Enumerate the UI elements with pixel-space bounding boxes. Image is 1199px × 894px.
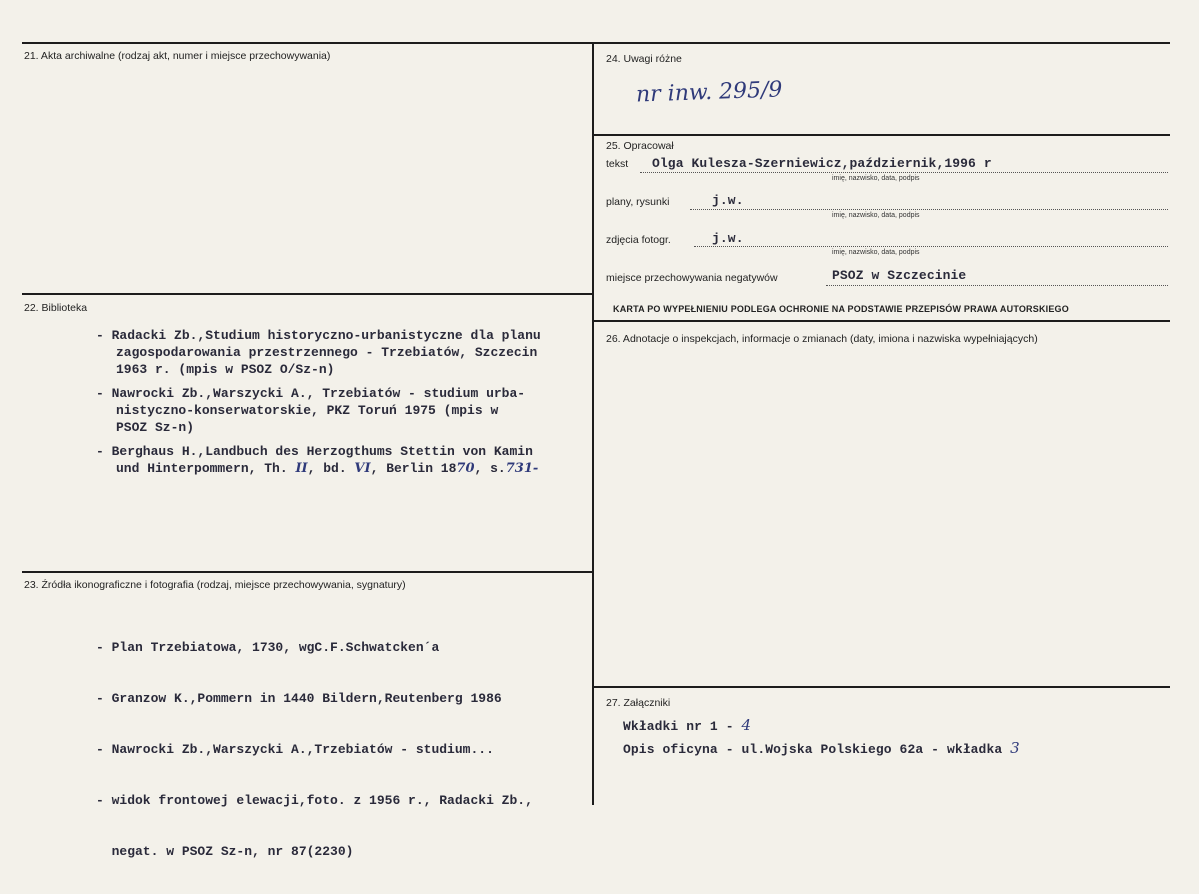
rule-24-25 bbox=[593, 134, 1170, 136]
bib-line: 1963 r. (mpis w PSOZ O/Sz-n) bbox=[116, 362, 335, 377]
tekst-label: tekst bbox=[606, 158, 629, 170]
plany-hint: imię, nazwisko, data, podpis bbox=[832, 212, 920, 219]
tekst-value: Olga Kulesza-Szerniewicz,październik,1996 r bbox=[652, 156, 992, 171]
section-22-label: 22. Biblioteka bbox=[24, 302, 88, 314]
top-rule bbox=[22, 42, 1170, 44]
zdjecia-dotted-line bbox=[694, 246, 1168, 247]
attachments-line-2 bbox=[623, 739, 1020, 757]
plany-value: j.w. bbox=[712, 193, 744, 208]
iconography-list bbox=[96, 605, 533, 894]
attachments-line-1 bbox=[623, 716, 751, 734]
icon-line: negat. w PSOZ Sz-n, nr 87(2230) bbox=[96, 844, 354, 859]
center-divider bbox=[592, 42, 594, 805]
handwritten-page: 731- bbox=[505, 461, 539, 476]
icon-line: - Plan Trzebiatowa, 1730, wgC.F.Schwatcken´a bbox=[96, 640, 440, 655]
negatives-value: PSOZ w Szczecinie bbox=[832, 268, 967, 283]
section-25-label: 25. Opracował bbox=[606, 140, 674, 152]
bib-entry bbox=[96, 443, 541, 477]
bib-text: , s. bbox=[474, 461, 506, 476]
handwritten-th: II bbox=[295, 461, 308, 476]
handwritten-bd: VI bbox=[354, 461, 371, 476]
icon-line: - widok frontowej elewacji,foto. z 1956 r., Radacki Zb., bbox=[96, 793, 533, 808]
attachments-text: Opis oficyna - ul.Wojska Polskiego 62a - wkładka bbox=[623, 742, 1011, 757]
bib-entry bbox=[96, 385, 541, 436]
handwritten-year: 70 bbox=[456, 461, 475, 476]
handwritten-inventory-number: nr inw. 295/9 bbox=[635, 77, 783, 108]
section-21-label: 21. Akta archiwalne (rodzaj akt, numer i miejsce przechowywania) bbox=[24, 50, 331, 62]
handwritten-attachment-count: 4 bbox=[741, 716, 752, 734]
section-23-label: 23. Źródła ikonograficzne i fotografia (rodzaj, miejsce przechowywania, sygnatury) bbox=[24, 579, 406, 591]
zdjecia-value: j.w. bbox=[712, 231, 744, 246]
bibliography-list bbox=[96, 327, 541, 477]
section-24-label: 24. Uwagi różne bbox=[606, 53, 682, 65]
bib-entry bbox=[96, 327, 541, 378]
zdjecia-label: zdjęcia fotogr. bbox=[606, 234, 671, 246]
rule-21-22 bbox=[22, 293, 593, 295]
attachments-text: Wkładki nr 1 - bbox=[623, 719, 742, 734]
handwritten-insert-number: 3 bbox=[1010, 739, 1020, 757]
icon-line: - Granzow K.,Pommern in 1440 Bildern,Reutenberg 1986 bbox=[96, 691, 502, 706]
bib-line: - Berghaus H.,Landbuch des Herzogthums Stettin von Kamin bbox=[96, 444, 533, 459]
bib-text: , Berlin 18 bbox=[370, 461, 457, 476]
tekst-hint: imię, nazwisko, data, podpis bbox=[832, 175, 920, 182]
rule-22-23 bbox=[22, 571, 593, 573]
bib-text: und Hinterpommern, Th. bbox=[116, 461, 296, 476]
bib-line: PSOZ Sz-n) bbox=[116, 420, 195, 435]
negatives-label: miejsce przechowywania negatywów bbox=[606, 272, 778, 284]
bib-line-mixed bbox=[96, 460, 541, 477]
bib-line: - Radacki Zb.,Studium historyczno-urbanistyczne dla planu bbox=[96, 328, 541, 343]
bib-line: nistyczno-konserwatorskie, PKZ Toruń 1975 (mpis w bbox=[116, 403, 499, 418]
copyright-notice: KARTA PO WYPEŁNIENIU PODLEGA OCHRONIE NA PODSTAWIE PRZEPISÓW PRAWA AUTORSKIEGO bbox=[613, 304, 1069, 314]
rule-26-27 bbox=[593, 686, 1170, 688]
icon-line: - Nawrocki Zb.,Warszycki A.,Trzebiatów - studium... bbox=[96, 742, 494, 757]
tekst-dotted-line bbox=[640, 172, 1168, 173]
section-26-label: 26. Adnotacje o inspekcjach, informacje o zmianach (daty, imiona i nazwiska wypełniających) bbox=[606, 333, 1038, 345]
section-27-label: 27. Załączniki bbox=[606, 697, 671, 709]
bib-line: zagospodarowania przestrzennego - Trzebiatów, Szczecin bbox=[116, 345, 538, 360]
plany-dotted-line bbox=[690, 209, 1168, 210]
plany-label: plany, rysunki bbox=[606, 196, 670, 208]
bib-line: - Nawrocki Zb.,Warszycki A., Trzebiatów - studium urba- bbox=[96, 386, 526, 401]
bib-text: , bd. bbox=[307, 461, 355, 476]
zdjecia-hint: imię, nazwisko, data, podpis bbox=[832, 249, 920, 256]
negatives-dotted-line bbox=[826, 285, 1168, 286]
rule-25-26 bbox=[593, 320, 1170, 322]
